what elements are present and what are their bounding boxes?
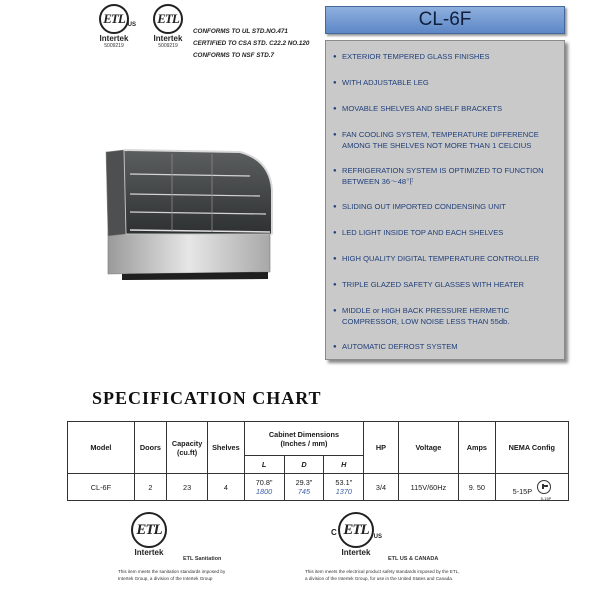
header-height: H bbox=[324, 456, 364, 474]
feature-item: ● TRIPLE GLAZED SAFETY GLASSES WITH HEATER bbox=[333, 280, 525, 289]
certificate-number: 5009219 bbox=[104, 43, 124, 49]
cell-height: 53.1" 1370 bbox=[324, 474, 364, 501]
features-panel bbox=[325, 40, 565, 360]
bullet-icon: ● bbox=[333, 256, 337, 262]
bullet-icon: ● bbox=[333, 204, 337, 210]
header-amps: Amps bbox=[459, 422, 496, 474]
conformance-line: CONFORMS TO NSF STD.7 bbox=[193, 52, 275, 59]
intertek-label: Intertek bbox=[153, 34, 183, 43]
feature-item: ● AUTOMATIC DEFROST SYSTEM bbox=[333, 342, 458, 351]
etl-sanitation-description: This item meets the sanitation standards imposed by Intertek Group, a division of the Intertek Group bbox=[118, 569, 226, 581]
cell-voltage: 115V/60Hz bbox=[398, 474, 458, 501]
nema-plug-icon: 5-15P bbox=[537, 480, 551, 494]
cell-length: 70.8" 1800 bbox=[244, 474, 284, 501]
bullet-icon: ● bbox=[333, 344, 337, 350]
header-cabinet-dimensions: Cabinet Dimensions (Inches / mm) bbox=[244, 422, 364, 456]
specification-chart-heading: SPECIFICATION CHART bbox=[92, 388, 322, 408]
intertek-label: Intertek bbox=[99, 34, 129, 43]
bullet-icon: ● bbox=[333, 230, 337, 236]
display-case-image bbox=[100, 146, 280, 286]
header-shelves: Shelves bbox=[208, 422, 245, 474]
header-doors: Doors bbox=[134, 422, 166, 474]
cell-model: CL-6F bbox=[68, 474, 135, 501]
bullet-icon: ● bbox=[333, 54, 337, 60]
cell-capacity: 23 bbox=[167, 474, 208, 501]
feature-item: ● EXTERIOR TEMPERED GLASS FINISHES bbox=[333, 52, 490, 61]
etl-certification-mark: ETL Intertek 5009219 bbox=[148, 4, 188, 49]
header-capacity: Capacity (cu.ft) bbox=[167, 422, 208, 474]
intertek-label: Intertek bbox=[341, 548, 371, 557]
feature-item: ● SLIDING OUT IMPORTED CONDENSING UNIT bbox=[333, 202, 506, 211]
header-voltage: Voltage bbox=[398, 422, 458, 474]
cell-nema-config: 5-15P 5-15P bbox=[495, 474, 568, 501]
etl-us-canada-label: ETL US & CANADA bbox=[388, 556, 439, 562]
conformance-statements bbox=[193, 26, 309, 62]
model-title: CL-6F bbox=[325, 6, 565, 34]
cell-depth: 29.3" 745 bbox=[284, 474, 324, 501]
feature-item: ● HIGH QUALITY DIGITAL TEMPERATURE CONTROLLER bbox=[333, 254, 540, 263]
header-length: L bbox=[244, 456, 284, 474]
feature-item: ● MIDDLE or HIGH BACK PRESSURE HERMETIC COMPRESSOR, LOW NOISE LESS THAN 55db. bbox=[333, 306, 510, 326]
etl-us-canada-mark: C ETL US Intertek bbox=[333, 512, 379, 557]
feature-item: ● WITH ADJUSTABLE LEG bbox=[333, 78, 429, 87]
certificate-number: 5009219 bbox=[158, 43, 178, 49]
feature-item: ● LED LIGHT INSIDE TOP AND EACH SHELVES bbox=[333, 228, 504, 237]
cell-shelves: 4 bbox=[208, 474, 245, 501]
header-nema-config: NEMA Config bbox=[495, 422, 568, 474]
bullet-icon: ● bbox=[333, 106, 337, 112]
header-depth: D bbox=[284, 456, 324, 474]
feature-item: ● REFRIGERATION SYSTEM IS OPTIMIZED TO FUNCTION BETWEEN 36～48℉ bbox=[333, 166, 544, 186]
bullet-icon: ● bbox=[333, 282, 337, 288]
bullet-icon: ● bbox=[333, 308, 337, 314]
cell-amps: 9. 50 bbox=[459, 474, 496, 501]
header-model: Model bbox=[68, 422, 135, 474]
feature-item: ● FAN COOLING SYSTEM, TEMPERATURE DIFFERENCE AMONG THE SHELVES NOT MORE THAN 1 CELCIUS bbox=[333, 130, 539, 150]
bullet-icon: ● bbox=[333, 80, 337, 86]
etl-sanitation-label: ETL Sanitation bbox=[183, 556, 222, 562]
specification-table bbox=[67, 421, 569, 501]
etl-us-canada-description: This item meets the electrical product safety standards imposed by the ETL, a division of the Intertek Group, for use in the United States and Canada. bbox=[305, 569, 460, 581]
etl-us-certification-mark: ETL US Intertek 5009219 bbox=[94, 4, 134, 49]
feature-item: ● MOVABLE SHELVES AND SHELF BRACKETS bbox=[333, 104, 503, 113]
cell-hp: 3/4 bbox=[364, 474, 398, 501]
bullet-icon: ● bbox=[333, 168, 337, 174]
conformance-line: CERTIFIED TO CSA STD. C22.2 NO.120 bbox=[193, 40, 310, 47]
conformance-line: CONFORMS TO UL STD.NO.471 bbox=[193, 28, 288, 35]
bullet-icon: ● bbox=[333, 132, 337, 138]
table-row bbox=[68, 474, 569, 501]
intertek-label: Intertek bbox=[134, 548, 164, 557]
etl-sanitation-mark: ETL Intertek bbox=[126, 512, 172, 557]
cell-doors: 2 bbox=[134, 474, 166, 501]
header-hp: HP bbox=[364, 422, 398, 474]
